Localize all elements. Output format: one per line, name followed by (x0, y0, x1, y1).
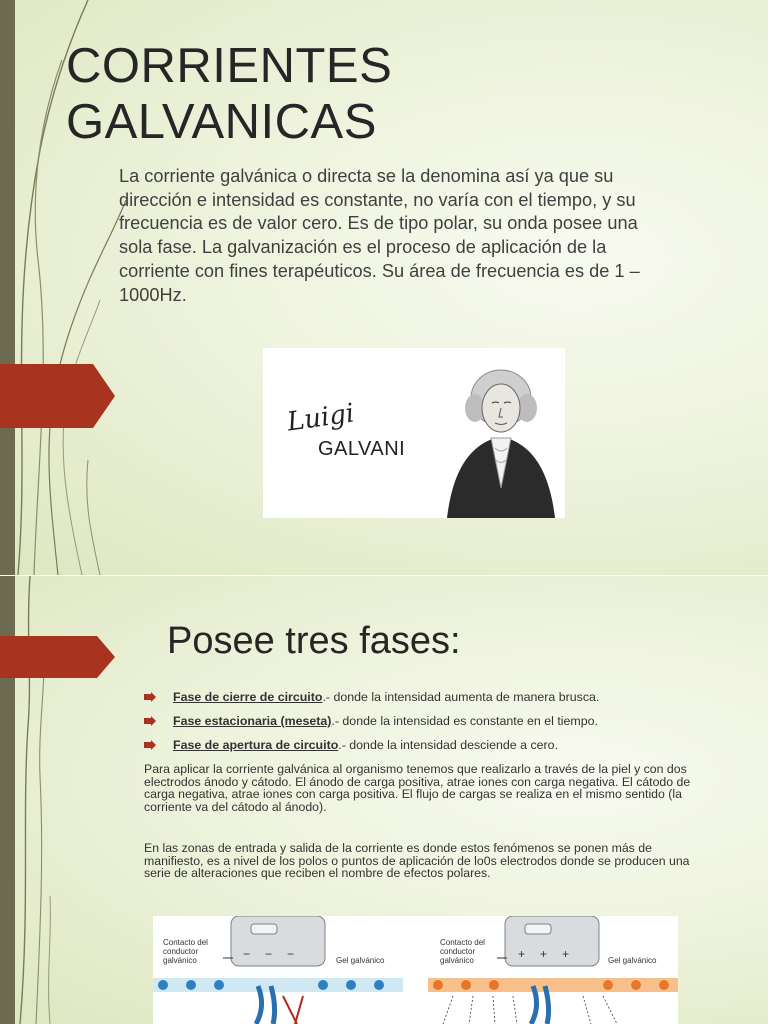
arrow-bullet-icon (144, 740, 156, 750)
phase-description: .- donde la intensidad aumenta de manera brusca. (322, 690, 600, 704)
galvani-image (263, 348, 565, 518)
list-item (142, 689, 722, 705)
device-plus-sign: + (518, 947, 526, 961)
phase-description: .- donde la intensidad es constante en el tiempo. (331, 714, 598, 728)
phases-list (142, 689, 722, 761)
device-minus-sign: − (287, 947, 295, 961)
device-minus-sign: − (243, 947, 251, 961)
body-paragraph-2: En las zonas de entrada y salida de la corriente es donde estos fenómenos se ponen más de manifiesto, es a nivel de los polos o puntos de aplicación de lo0s electrodos donde se producen una serie de alteraciones que reciben el nombre de efectos polares. (144, 841, 690, 880)
slide-title: CORRIENTES GALVANICAS (66, 39, 393, 149)
device-plus-sign: + (562, 947, 570, 961)
section-marker (0, 636, 115, 678)
gel-label-left: Gel galvánico (336, 956, 385, 965)
arrow-bullet-icon (144, 692, 156, 702)
body-paragraph-1: Para aplicar la corriente galvánica al organismo tenemos que realizarlo a través de la piel y con dos electrodos ánodo y cátodo. El ánodo de carga positiva, atrae iones con carga negativa. El cátodo de carga negativa, atrae iones con carga positiva. El flujo de cargas se realiza en el mismo sentido (la corriente va del cátodo al ánodo). (144, 762, 691, 814)
galvani-name: GALVANI (318, 438, 406, 460)
diagram-drawing (153, 916, 678, 1024)
phase-term: Fase de cierre de circuito (173, 690, 323, 704)
arrow-bullet-icon (144, 716, 156, 726)
list-item (142, 713, 722, 729)
intro-paragraph: La corriente galvánica o directa se la denomina así ya que su dirección e intensidad es constante, no varía con el tiempo, y su frecuencia es de valor cero. Es de tipo polar, su onda posee una sola fase. La galvanización es el proceso de aplicación de la corriente con fines terapéuticos. Su área de frecuencia es de 1 – 1000Hz. (119, 166, 640, 305)
contact-label-right: Contacto del conductor galvánico (440, 938, 485, 965)
device-minus-sign: − (265, 947, 273, 961)
slide-2 (0, 576, 768, 1024)
list-item (142, 737, 722, 753)
phase-term: Fase de apertura de circuito (173, 738, 339, 752)
portrait-drawing (435, 348, 565, 518)
gel-label-right: Gel galvánico (608, 956, 657, 965)
electrode-diagram (153, 916, 678, 1024)
contact-label-left: Contacto del conductor galvánico (163, 938, 208, 965)
phase-term: Fase estacionaria (meseta) (173, 714, 332, 728)
signature-text: Luigi (285, 398, 357, 438)
slide-title: Posee tres fases: (167, 620, 461, 662)
phase-description: .- donde la intensidad desciende a cero. (338, 738, 559, 752)
section-marker (0, 364, 115, 428)
device-plus-sign: + (540, 947, 548, 961)
